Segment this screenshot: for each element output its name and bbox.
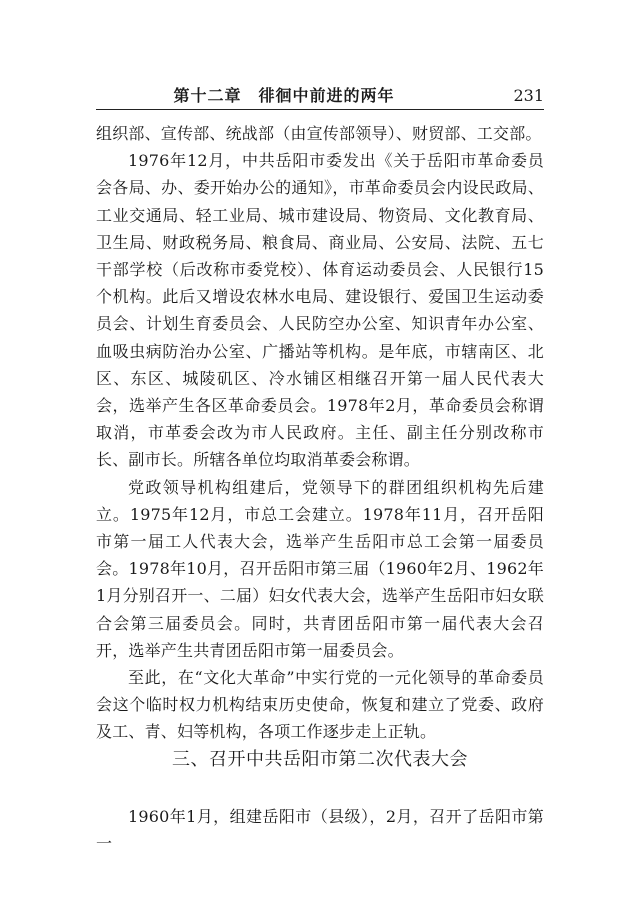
- paragraph: 1960年1月，组建岳阳市（县级），2月，召开了岳阳市第一: [96, 807, 544, 854]
- section-body: [96, 803, 544, 857]
- body-text: [96, 120, 544, 746]
- header-rule: [96, 109, 544, 110]
- paragraph: 1976年12月，中共岳阳市委发出《关于岳阳市革命委员会各局、办、委开始办公的通知》，市革命委员会内设民政局、工业交通局、轻工业局、城市建设局、物资局、文化教育局、卫生局、财政税务局、粮食局、商业局、公安局、法院、五七干部学校（后改称市委党校）、体育运动委员会、人民银行15个机构。此后又增设农林水电局、建设银行、爱国卫生运动委员会、计划生育委员会、人民防空办公室、知识青年办公室、血吸虫病防治办公室、广播站等机构。是年底，市辖南区、北区、东区、城陵矶区、冷水铺区相继召开第一届人民代表大会，选举产生各区革命委员会。1978年2月，革命委员会称谓取消，市革委会改为市人民政府。主任、副主任分别改称市长、副市长。所辖各单位均取消革委会称谓。: [96, 151, 544, 470]
- paragraph-continued: 组织部、宣传部、统战部（由宣传部领导）、财贸部、工交部。: [96, 124, 542, 143]
- section-heading: 三、召开中共岳阳市第二次代表大会: [172, 749, 468, 770]
- paragraph: 至此，在“文化大革命”中实行党的一元化领导的革命委员会这个临时权力机构结束历史使命，恢复和建立了党委、政府及工、青、妇等机构，各项工作逐步走上正轨。: [96, 668, 544, 742]
- page-number: 231: [513, 86, 544, 105]
- chapter-title: 第十二章 徘徊中前进的两年: [173, 86, 395, 105]
- paragraph: 党政领导机构组建后，党领导下的群团组织机构先后建立。1975年12月，市总工会建立。1978年11月，召开岳阳市第一届工人代表大会，选举产生岳阳市总工会第一届委员会。1978年10月，召开岳阳市第三届（1960年2月、1962年1月分别召开一、二届）妇女代表大会，选举产生岳阳市妇女联合会第三届委员会。同时，共青团岳阳市第一届代表大会召开，选举产生共青团岳阳市第一届委员会。: [96, 477, 544, 660]
